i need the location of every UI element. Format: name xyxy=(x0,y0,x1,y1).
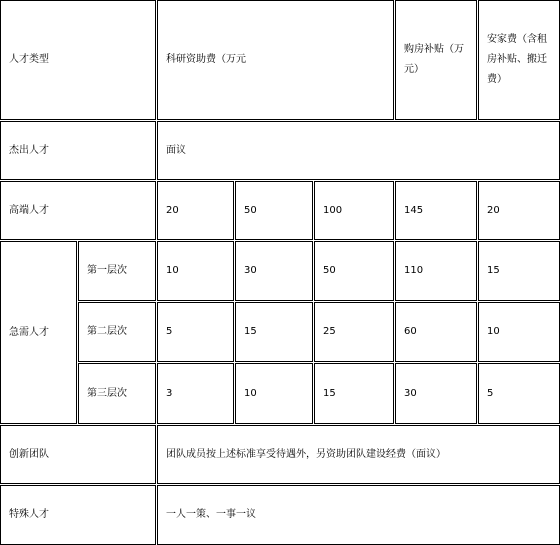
header-research-funding xyxy=(157,0,394,120)
row-high-end-cell xyxy=(235,181,313,240)
row-outstanding-label-text: 杰出人才 xyxy=(9,144,49,156)
header-talent-type xyxy=(0,0,156,120)
tier-value: 110 xyxy=(404,265,424,276)
tier-cell xyxy=(395,363,477,424)
tier-value: 15 xyxy=(323,387,336,399)
tier-value: 10 xyxy=(244,387,257,399)
tier-cell xyxy=(395,302,477,362)
tier-value: 3 xyxy=(166,387,173,399)
header-settlement-fee-text: 安家费（含租房补贴、搬迁费） xyxy=(487,34,547,85)
row-outstanding-label xyxy=(0,121,156,180)
tier-label-text: 第三层次 xyxy=(87,387,127,399)
tier-value: 30 xyxy=(404,387,417,399)
row-high-end-cell xyxy=(314,181,394,240)
row-high-end-value: 50 xyxy=(244,204,257,216)
tier-cell xyxy=(478,363,560,424)
row-innovation-team-value-text: 团队成员按上述标准享受待遇外，另资助团队建设经费（面议） xyxy=(166,448,446,460)
row-high-end-label-text: 高端人才 xyxy=(9,204,49,216)
header-housing-subsidy xyxy=(395,0,477,120)
row-high-end-cell xyxy=(157,181,234,240)
tier-cell xyxy=(478,241,560,301)
tier-label-text: 第二层次 xyxy=(87,326,127,337)
tier-label xyxy=(78,241,156,301)
tier-cell xyxy=(235,363,313,424)
tier-label xyxy=(78,363,156,424)
tier-value: 50 xyxy=(323,265,336,276)
row-high-end-label xyxy=(0,181,156,240)
tier-cell xyxy=(314,302,394,362)
row-high-end-value: 100 xyxy=(323,204,343,216)
tier-cell xyxy=(314,241,394,301)
row-high-end-value: 145 xyxy=(404,204,424,216)
header-research-funding-text: 科研资助费（万元 xyxy=(166,54,246,65)
tier-cell xyxy=(478,302,560,362)
tier-value: 5 xyxy=(487,387,494,399)
header-housing-subsidy-text: 购房补贴（万元） xyxy=(404,44,464,75)
tier-value: 25 xyxy=(323,326,336,337)
row-special-label xyxy=(0,485,156,545)
tier-cell xyxy=(235,241,313,301)
header-settlement-fee xyxy=(478,0,560,120)
row-high-end-value: 20 xyxy=(166,204,179,216)
tier-value: 15 xyxy=(244,326,257,337)
tier-cell xyxy=(157,302,234,362)
tier-value: 10 xyxy=(487,326,500,337)
row-high-end-cell xyxy=(395,181,477,240)
row-high-end-cell xyxy=(478,181,560,240)
tier-cell xyxy=(157,363,234,424)
row-innovation-team-value xyxy=(157,425,560,484)
row-special-value xyxy=(157,485,560,545)
tier-cell xyxy=(157,241,234,301)
row-special-label-text: 特殊人才 xyxy=(9,509,49,520)
tier-label-text: 第一层次 xyxy=(87,265,127,276)
row-urgent-label-text: 急需人才 xyxy=(9,326,49,338)
tier-value: 30 xyxy=(244,265,257,276)
tier-cell xyxy=(314,363,394,424)
row-innovation-team-label-text: 创新团队 xyxy=(9,448,49,460)
tier-cell xyxy=(395,241,477,301)
row-high-end-value: 20 xyxy=(487,204,500,216)
tier-label xyxy=(78,302,156,362)
tier-value: 15 xyxy=(487,265,500,276)
row-innovation-team-label xyxy=(0,425,156,484)
header-talent-type-text: 人才类型 xyxy=(9,54,49,65)
tier-value: 5 xyxy=(166,326,173,337)
tier-value: 60 xyxy=(404,326,417,337)
tier-cell xyxy=(235,302,313,362)
row-special-value-text: 一人一策、一事一议 xyxy=(166,509,256,520)
row-urgent-label xyxy=(0,241,77,424)
tier-value: 10 xyxy=(166,265,179,276)
row-outstanding-value xyxy=(157,121,560,180)
row-outstanding-value-text: 面议 xyxy=(166,144,186,156)
